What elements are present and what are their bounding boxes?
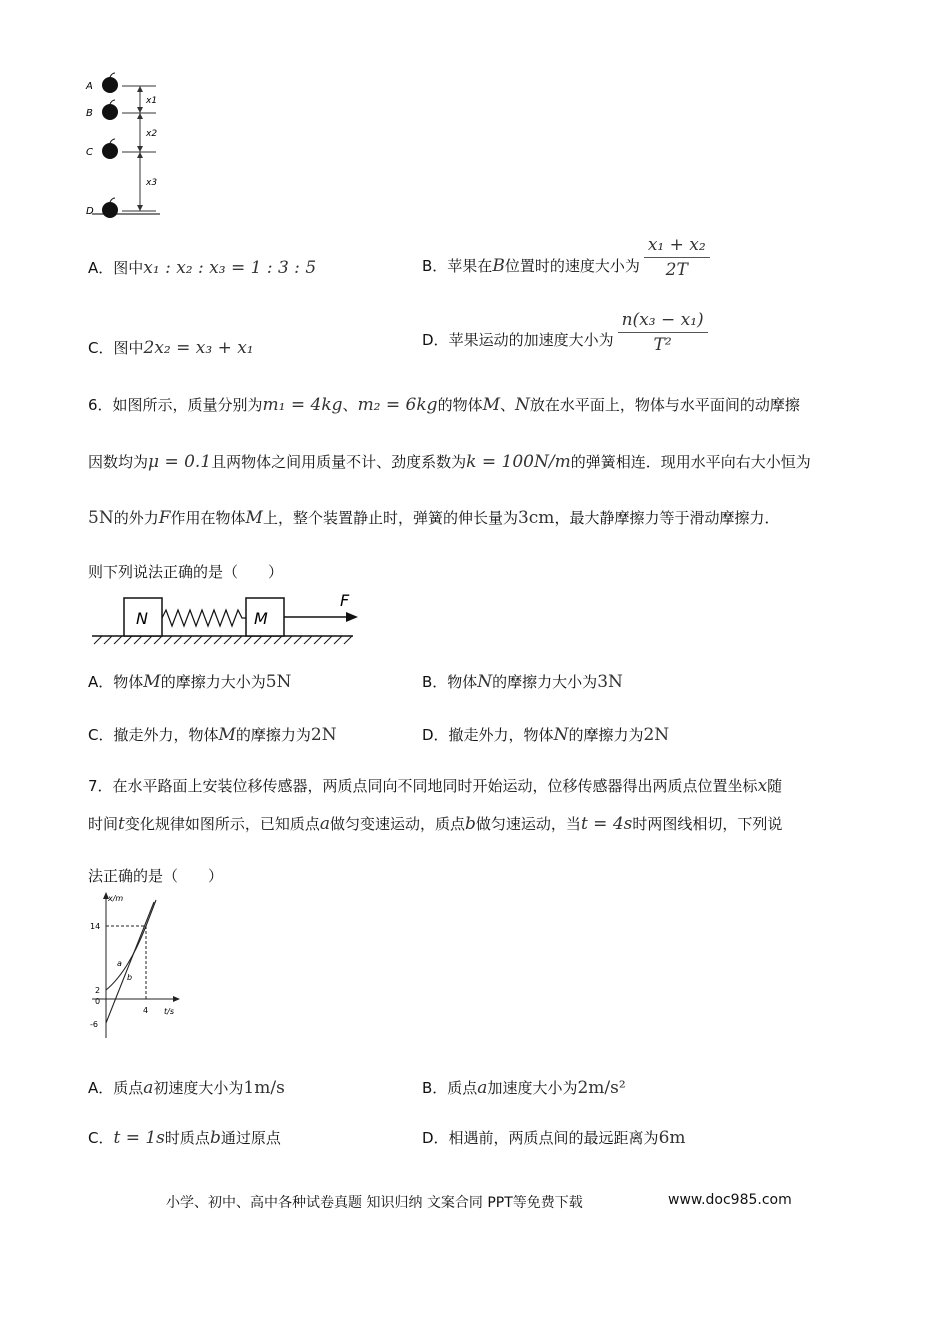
q5-option-b: B． 苹果在 B 位置时的速度大小为 $\frac{\text{x₁ + x₂}}{2T}$: [422, 236, 710, 296]
fraction-b: $\frac{\text{x₁ + x₂}}{2T}$: [644, 235, 710, 280]
q7-option-c: C．t = 1s时质点b通过原点: [88, 1128, 281, 1148]
label-b: b: [127, 973, 133, 982]
q5-option-a: A．图中x₁ : x₂ : x₃ = 1 : 3 : 5: [88, 258, 317, 278]
q5-option-c: C．图中2x₂ = x₃ + x₁: [88, 338, 254, 358]
q6-line-2: 因数均为μ = 0.1且两物体之间用质量不计、劲度系数为k = 100N/m的弹簧相连．现用水平向右大小恒为: [88, 452, 811, 472]
dim-x3: x3: [146, 178, 158, 188]
q6-option-d: D．撤走外力，物体N的摩擦力为2N: [422, 725, 670, 745]
dim-x2: x2: [146, 129, 158, 139]
ground-hatch: [94, 636, 352, 644]
dim-x1: x1: [146, 96, 158, 106]
footer-text: 小学、初中、高中各种试卷真题 知识归纳 文案合同 PPT等免费下载: [166, 1195, 583, 1211]
q6-line-3: 5N的外力F作用在物体M上，整个装置静止时，弹簧的伸长量为3cm，最大静摩擦力等于滑动摩擦力．: [88, 508, 780, 528]
q7-option-d: D．相遇前，两质点间的最远距离为6m: [422, 1128, 686, 1148]
y-axis-label: x/m: [108, 894, 124, 903]
x-axis-label: t/s: [164, 1007, 174, 1016]
block-m-label: M: [254, 609, 268, 628]
spring: [162, 610, 246, 626]
q6-line-1: 6．如图所示，质量分别为m₁ = 4kg、m₂ = 6kg的物体M、N放在水平面上，物体与水平面间的动摩擦: [88, 395, 800, 415]
tick-neg6: -6: [90, 1020, 98, 1029]
q6-option-a: A．物体M的摩擦力大小为5N: [88, 672, 292, 692]
q7-line-1: 7．在水平路面上安装位移传感器，两质点同向不同地同时开始运动，位移传感器得出两质点位置坐标x随: [88, 776, 783, 796]
q6-option-c: C．撤走外力，物体M的摩擦力为2N: [88, 725, 337, 745]
tick-2: 2: [95, 986, 101, 995]
footer-link[interactable]: www.doc985.com: [668, 1192, 792, 1208]
q6-option-b: B．物体N的摩擦力大小为3N: [422, 672, 623, 692]
apple-icon: [102, 198, 118, 218]
apple-icon: [102, 73, 118, 93]
apple-strobe-figure: [84, 72, 174, 222]
q7-line-3: 法正确的是（ ）: [88, 867, 224, 885]
label-d: D: [86, 206, 94, 217]
force-label: F: [340, 591, 350, 610]
tick-4: 4: [143, 1006, 149, 1015]
tick-0: 0: [95, 997, 101, 1006]
apple-icon: [102, 100, 118, 120]
label-a: A: [86, 81, 93, 92]
label-c: C: [86, 147, 93, 158]
line-b: [106, 902, 154, 1023]
q7-option-b: B．质点a加速度大小为2m/s²: [422, 1078, 626, 1098]
label-b: B: [86, 108, 93, 119]
q7-line-2: 时间t变化规律如图所示，已知质点a做匀变速运动，质点b做匀速运动，当t = 4s时两图线相切，下列说: [88, 814, 783, 834]
apple-icon: [102, 139, 118, 159]
spring-blocks-figure: [88, 590, 363, 656]
block-n-label: N: [136, 609, 148, 628]
xt-graph: [84, 888, 184, 1046]
q6-line-4: 则下列说法正确的是（ ）: [88, 563, 284, 581]
q7-option-a: A．质点a初速度大小为1m/s: [88, 1078, 285, 1098]
fraction-d: $\frac{\text{n(x₃ − x₁)}}{\text{T²}}$: [618, 310, 708, 355]
tick-14: 14: [90, 922, 101, 931]
label-a: a: [117, 959, 122, 968]
q5-option-d: D． 苹果运动的加速度大小为 $\frac{\text{n(x₃ − x₁)}}{\text{T²}}$: [422, 310, 708, 370]
